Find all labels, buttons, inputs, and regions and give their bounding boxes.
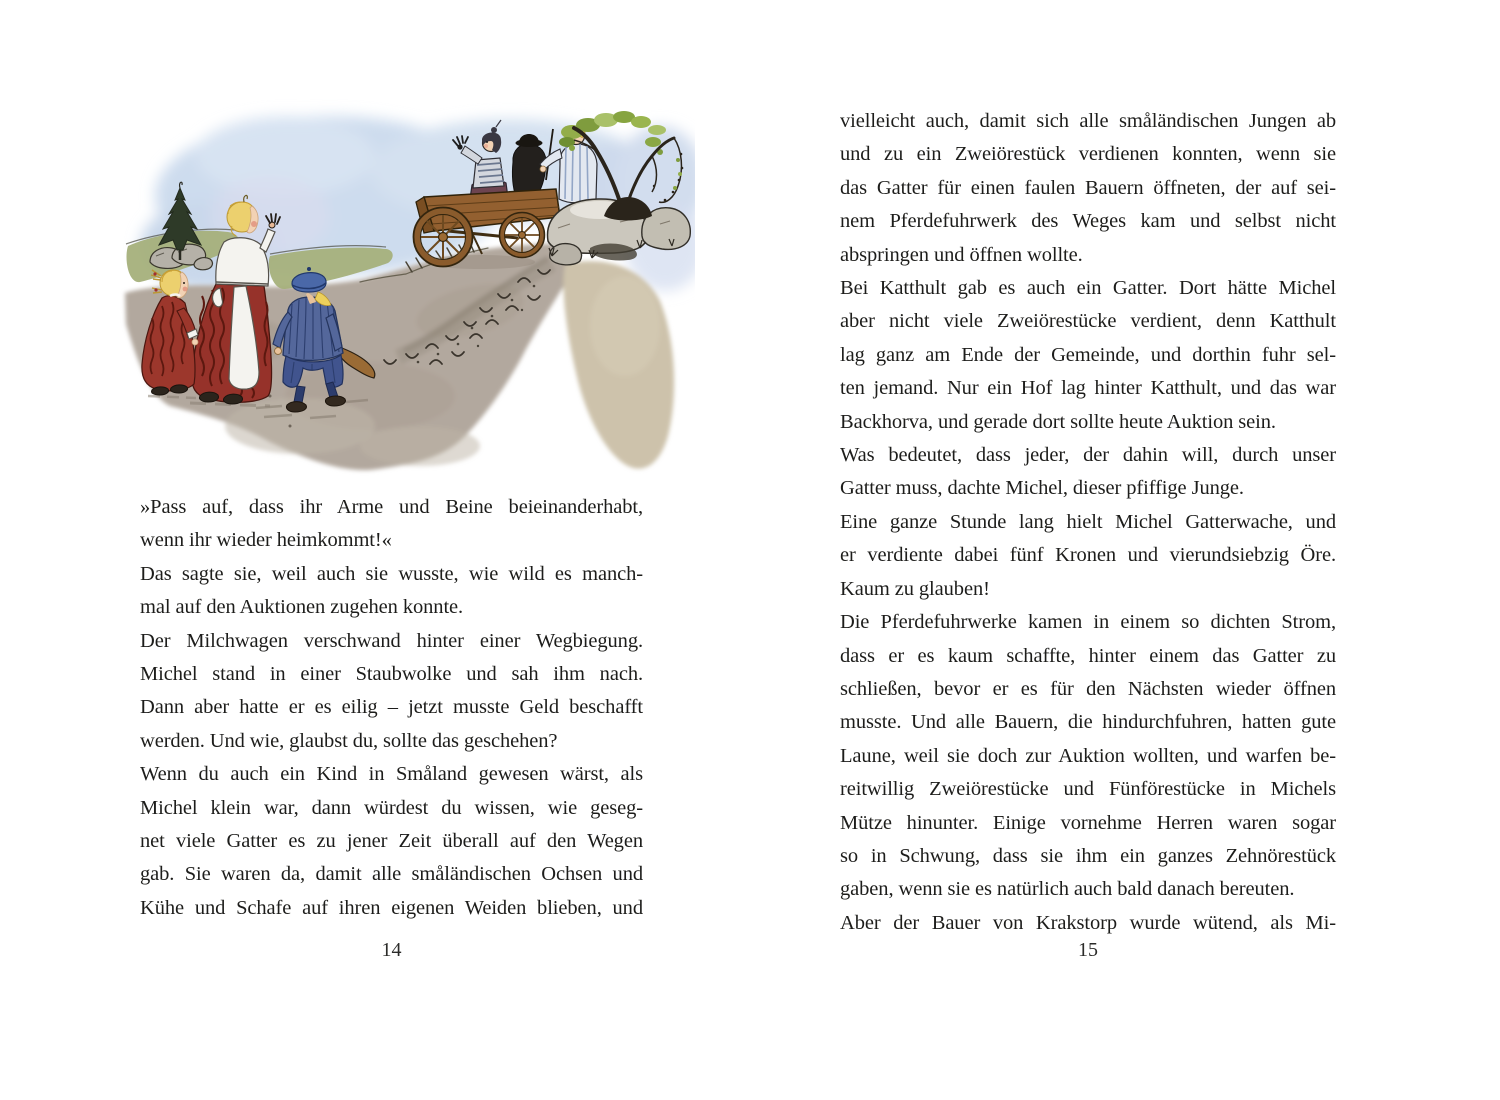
text-line: schließen, bevor er es für den Nächsten wieder öffnen [840, 677, 1336, 700]
text-line: lag ganz am Ende der Gemeinde, und dorthin fuhr sel- [840, 343, 1336, 366]
text-line: und zu ein Zweiörestück verdienen konnten, wenn sie [840, 143, 1336, 166]
text-line: Kaum zu glauben! [840, 577, 990, 600]
text-line: Eine ganze Stunde lang hielt Michel Gatterwache, und [840, 510, 1336, 533]
text-line: so in Schwung, dass sie ihm ein ganzes Zehnörestück [840, 844, 1336, 867]
text-line: dass er es kaum schaffte, hinter einem das Gatter zu [840, 644, 1336, 667]
text-line: vielleicht auch, damit sich alle småländischen Jungen ab [840, 110, 1336, 132]
text-line: Mütze hinunter. Einige vornehme Herren waren sogar [840, 811, 1336, 834]
text-line: Der Milchwagen verschwand hinter einer Wegbiegung. [140, 629, 643, 652]
text-line: mal auf den Auktionen zugehen konnte. [140, 596, 464, 619]
text-line: Das sagte sie, weil auch sie wusste, wie wild es manch- [140, 562, 643, 585]
cart-front-wheel [414, 208, 473, 267]
text-line: Dann aber hatte er es eilig – jetzt musste Geld beschafft [140, 696, 643, 719]
left-page-number: 14 [381, 939, 402, 961]
text-line: gaben, wenn sie es natürlich auch bald danach bereuten. [840, 878, 1295, 901]
text-line: abspringen und öffnen wollte. [840, 243, 1083, 266]
cart-rear-wheel [500, 213, 545, 258]
text-line: Michel klein war, dann würdest du wissen, wie geseg- [140, 796, 643, 819]
right-page-number: 15 [1078, 939, 1098, 961]
text-line: Die Pferdefuhrwerke kamen in einem so dichten Strom, [840, 611, 1336, 634]
text-line: gab. Sie waren da, damit alle småländischen Ochsen und [140, 863, 643, 886]
right-page-text [840, 105, 1336, 940]
text-line: Was bedeutet, dass jeder, der dahin will, durch unser [840, 444, 1336, 467]
text-line: Gatter muss, dachte Michel, dieser pfiffige Junge. [840, 477, 1244, 500]
text-line: Backhorva, und gerade dort sollte heute Auktion sein. [840, 410, 1276, 433]
text-line: Michel stand in einer Staubwolke und sah ihm nach. [140, 663, 643, 686]
text-line: nem Pferdefuhrwerk des Weges kam und selbst nicht [840, 210, 1336, 233]
text-line: Aber der Bauer von Krakstorp wurde wütend, als Mi- [840, 911, 1336, 934]
text-line: reitwillig Zweiörestücke und Fünförestücke in Michels [840, 778, 1336, 801]
text-line: musste. Und alle Bauern, die hindurchfuhren, hatten gute [840, 711, 1336, 734]
text-line: er verdiente dabei fünf Kronen und vierundsiebzig Öre. [840, 544, 1336, 567]
text-line: das Gatter für einen faulen Bauern öffneten, der auf sei- [840, 176, 1336, 199]
left-page-text [140, 491, 643, 925]
text-line: ten jemand. Nur ein Hof lag hinter Katthult, und das war [840, 377, 1336, 400]
book-illustration [120, 96, 695, 486]
text-line: aber nicht viele Zweiörestücke verdient, denn Katthult [840, 310, 1336, 333]
text-line: Bei Katthult gab es auch ein Gatter. Dort hätte Michel [840, 277, 1336, 300]
text-line: werden. Und wie, glaubst du, sollte das geschehen? [140, 729, 558, 752]
text-line: wenn ihr wieder heimkommt!« [140, 529, 392, 552]
text-line: Wenn du auch ein Kind in Småland gewesen wärst, als [140, 763, 643, 786]
text-line: Laune, weil sie doch zur Auktion wollten, und warfen be- [840, 744, 1336, 767]
text-line: »Pass auf, dass ihr Arme und Beine beieinanderhabt, [140, 496, 643, 518]
text-line: Kühe und Schafe auf ihren eigenen Weiden blieben, und [140, 896, 643, 919]
text-line: net viele Gatter es zu jener Zeit überall auf den Wegen [140, 830, 643, 853]
